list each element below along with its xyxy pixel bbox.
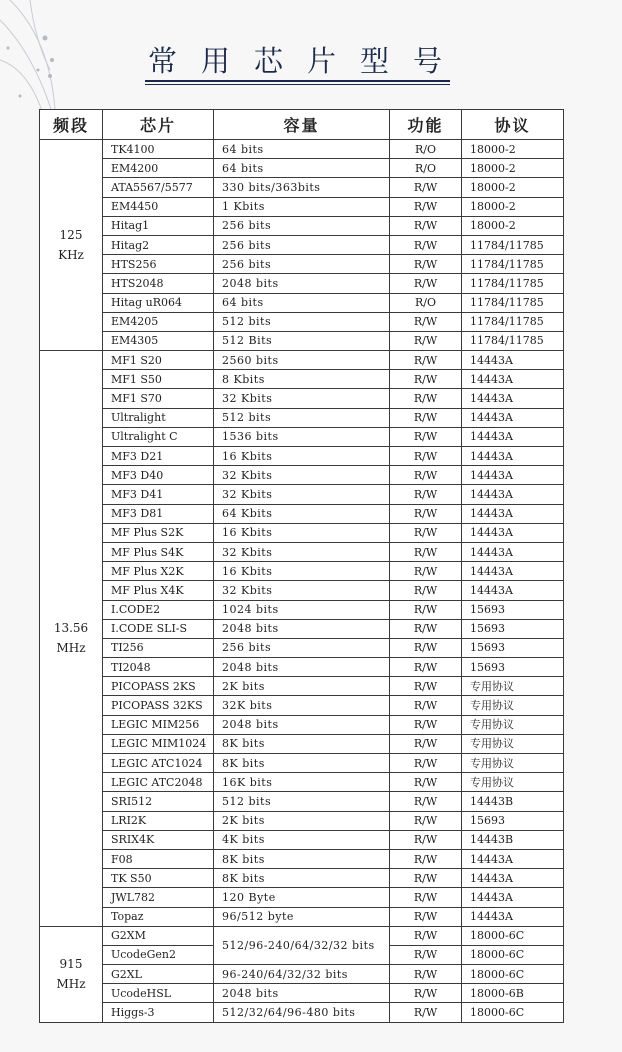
table-row bbox=[40, 140, 564, 159]
chip-cell: EM4450 bbox=[103, 197, 214, 216]
chip-cell: MF Plus X4K bbox=[103, 581, 214, 600]
table-row bbox=[40, 619, 564, 638]
protocol-cell: 14443A bbox=[462, 447, 564, 466]
table-row bbox=[40, 869, 564, 888]
chip-cell: Hitag1 bbox=[103, 216, 214, 235]
protocol-cell: 14443A bbox=[462, 466, 564, 485]
function-cell: R/W bbox=[390, 312, 462, 331]
protocol-cell: 18000-2 bbox=[462, 216, 564, 235]
chip-cell: Ultralight bbox=[103, 408, 214, 427]
protocol-cell: 专用协议 bbox=[462, 734, 564, 753]
table-row bbox=[40, 255, 564, 274]
band-unit: KHz bbox=[58, 248, 84, 263]
chip-cell: Ultralight C bbox=[103, 427, 214, 446]
table-row bbox=[40, 389, 564, 408]
function-cell: R/W bbox=[390, 447, 462, 466]
table-body bbox=[40, 140, 564, 1023]
protocol-cell: 15693 bbox=[462, 619, 564, 638]
protocol-cell: 14443A bbox=[462, 408, 564, 427]
protocol-cell: 14443A bbox=[462, 907, 564, 926]
chip-cell: JWL782 bbox=[103, 888, 214, 907]
function-cell: R/W bbox=[390, 485, 462, 504]
capacity-cell: 16 Kbits bbox=[214, 523, 390, 542]
protocol-cell: 14443A bbox=[462, 562, 564, 581]
table-row bbox=[40, 734, 564, 753]
chip-cell: MF1 S20 bbox=[103, 351, 214, 370]
table-row bbox=[40, 715, 564, 734]
protocol-cell: 15693 bbox=[462, 600, 564, 619]
function-cell: R/W bbox=[390, 965, 462, 984]
function-cell: R/W bbox=[390, 792, 462, 811]
chip-cell: Hitag uR064 bbox=[103, 293, 214, 312]
capacity-cell: 120 Byte bbox=[214, 888, 390, 907]
table-row bbox=[40, 888, 564, 907]
page-title: 常用芯片型号 bbox=[148, 44, 467, 78]
function-cell: R/W bbox=[390, 216, 462, 235]
capacity-cell: 32K bits bbox=[214, 696, 390, 715]
table-row bbox=[40, 1003, 564, 1022]
capacity-cell: 8K bits bbox=[214, 869, 390, 888]
chip-table bbox=[39, 109, 564, 1023]
protocol-cell: 18000-2 bbox=[462, 197, 564, 216]
table-row bbox=[40, 965, 564, 984]
function-cell: R/W bbox=[390, 523, 462, 542]
function-cell: R/W bbox=[390, 351, 462, 370]
protocol-cell: 11784/11785 bbox=[462, 312, 564, 331]
function-cell: R/W bbox=[390, 869, 462, 888]
capacity-cell: 16 Kbits bbox=[214, 562, 390, 581]
header-capacity: 容量 bbox=[214, 110, 390, 140]
chip-cell: LRI2K bbox=[103, 811, 214, 830]
capacity-cell: 64 bits bbox=[214, 159, 390, 178]
function-cell: R/W bbox=[390, 1003, 462, 1022]
function-cell: R/W bbox=[390, 370, 462, 389]
band-value: 915 bbox=[59, 957, 83, 972]
chip-cell: EM4200 bbox=[103, 159, 214, 178]
table-row bbox=[40, 677, 564, 696]
function-cell: R/W bbox=[390, 466, 462, 485]
table-row bbox=[40, 907, 564, 926]
chip-cell: HTS2048 bbox=[103, 274, 214, 293]
protocol-cell: 15693 bbox=[462, 811, 564, 830]
chip-cell: Hitag2 bbox=[103, 235, 214, 254]
function-cell: R/O bbox=[390, 159, 462, 178]
chip-cell: TK4100 bbox=[103, 140, 214, 159]
capacity-cell: 1024 bits bbox=[214, 600, 390, 619]
table-row bbox=[40, 178, 564, 197]
function-cell: R/O bbox=[390, 140, 462, 159]
capacity-cell: 512 bits bbox=[214, 312, 390, 331]
capacity-cell: 32 Kbits bbox=[214, 389, 390, 408]
chip-cell: I.CODE2 bbox=[103, 600, 214, 619]
table-row bbox=[40, 159, 564, 178]
capacity-cell: 32 Kbits bbox=[214, 466, 390, 485]
capacity-cell: 512 bits bbox=[214, 408, 390, 427]
capacity-cell: 64 bits bbox=[214, 140, 390, 159]
capacity-cell: 32 Kbits bbox=[214, 485, 390, 504]
function-cell: R/W bbox=[390, 677, 462, 696]
function-cell: R/W bbox=[390, 600, 462, 619]
table-row bbox=[40, 197, 564, 216]
protocol-cell: 14443A bbox=[462, 485, 564, 504]
protocol-cell: 18000-6C bbox=[462, 965, 564, 984]
protocol-cell: 14443A bbox=[462, 542, 564, 561]
table-row bbox=[40, 773, 564, 792]
protocol-cell: 14443A bbox=[462, 581, 564, 600]
function-cell: R/W bbox=[390, 926, 462, 945]
capacity-cell: 2560 bits bbox=[214, 351, 390, 370]
capacity-cell: 16 Kbits bbox=[214, 447, 390, 466]
table-row bbox=[40, 984, 564, 1003]
function-cell: R/W bbox=[390, 427, 462, 446]
chip-cell: LEGIC ATC2048 bbox=[103, 773, 214, 792]
protocol-cell: 专用协议 bbox=[462, 773, 564, 792]
function-cell: R/W bbox=[390, 274, 462, 293]
table-row bbox=[40, 466, 564, 485]
capacity-cell: 32 Kbits bbox=[214, 581, 390, 600]
protocol-cell: 14443A bbox=[462, 370, 564, 389]
function-cell: R/O bbox=[390, 293, 462, 312]
chip-cell: UcodeGen2 bbox=[103, 945, 214, 964]
chip-cell: PICOPASS 32KS bbox=[103, 696, 214, 715]
function-cell: R/W bbox=[390, 734, 462, 753]
chip-cell: MF3 D21 bbox=[103, 447, 214, 466]
protocol-cell: 14443B bbox=[462, 830, 564, 849]
protocol-cell: 14443A bbox=[462, 888, 564, 907]
chip-cell: HTS256 bbox=[103, 255, 214, 274]
protocol-cell: 14443A bbox=[462, 504, 564, 523]
protocol-cell: 14443A bbox=[462, 869, 564, 888]
capacity-cell: 1 Kbits bbox=[214, 197, 390, 216]
table-row bbox=[40, 926, 564, 945]
function-cell: R/W bbox=[390, 984, 462, 1003]
chip-cell: MF Plus S4K bbox=[103, 542, 214, 561]
capacity-cell: 8 Kbits bbox=[214, 370, 390, 389]
protocol-cell: 14443B bbox=[462, 792, 564, 811]
capacity-cell: 96-240/64/32/32 bits bbox=[214, 965, 390, 984]
title-underline bbox=[145, 80, 450, 82]
function-cell: R/W bbox=[390, 696, 462, 715]
table-row bbox=[40, 811, 564, 830]
function-cell: R/W bbox=[390, 907, 462, 926]
header-band: 频段 bbox=[40, 110, 103, 140]
table-row bbox=[40, 216, 564, 235]
capacity-cell: 256 bits bbox=[214, 235, 390, 254]
chip-cell: Topaz bbox=[103, 907, 214, 926]
capacity-cell: 2048 bits bbox=[214, 274, 390, 293]
capacity-cell: 8K bits bbox=[214, 734, 390, 753]
protocol-cell: 18000-6C bbox=[462, 1003, 564, 1022]
capacity-cell: 512/96-240/64/32/32 bits bbox=[214, 926, 390, 964]
protocol-cell: 18000-6C bbox=[462, 945, 564, 964]
table-row bbox=[40, 485, 564, 504]
band-value: 125 bbox=[59, 228, 83, 243]
table-row bbox=[40, 504, 564, 523]
table-header-row bbox=[40, 110, 564, 140]
table-row bbox=[40, 638, 564, 657]
chip-cell: MF Plus S2K bbox=[103, 523, 214, 542]
protocol-cell: 11784/11785 bbox=[462, 293, 564, 312]
capacity-cell: 256 bits bbox=[214, 255, 390, 274]
capacity-cell: 2K bits bbox=[214, 677, 390, 696]
table-row bbox=[40, 754, 564, 773]
chip-cell: EM4205 bbox=[103, 312, 214, 331]
capacity-cell: 4K bits bbox=[214, 830, 390, 849]
function-cell: R/W bbox=[390, 638, 462, 657]
chip-cell: LEGIC MIM1024 bbox=[103, 734, 214, 753]
protocol-cell: 18000-6B bbox=[462, 984, 564, 1003]
function-cell: R/W bbox=[390, 504, 462, 523]
capacity-cell: 64 bits bbox=[214, 293, 390, 312]
band-cell bbox=[40, 351, 103, 927]
chip-cell: G2XM bbox=[103, 926, 214, 945]
table-row bbox=[40, 312, 564, 331]
function-cell: R/W bbox=[390, 562, 462, 581]
band-value: 13.56 bbox=[53, 621, 89, 636]
chip-cell: MF3 D40 bbox=[103, 466, 214, 485]
function-cell: R/W bbox=[390, 542, 462, 561]
chip-cell: MF3 D41 bbox=[103, 485, 214, 504]
table-row bbox=[40, 696, 564, 715]
chip-cell: EM4305 bbox=[103, 331, 214, 350]
chip-cell: ATA5567/5577 bbox=[103, 178, 214, 197]
table-row bbox=[40, 792, 564, 811]
table-row bbox=[40, 408, 564, 427]
table-row bbox=[40, 830, 564, 849]
table-row bbox=[40, 581, 564, 600]
protocol-cell: 14443A bbox=[462, 351, 564, 370]
capacity-cell: 256 bits bbox=[214, 638, 390, 657]
protocol-cell: 14443A bbox=[462, 523, 564, 542]
band-cell bbox=[40, 140, 103, 351]
function-cell: R/W bbox=[390, 715, 462, 734]
table-row bbox=[40, 235, 564, 254]
capacity-cell: 64 Kbits bbox=[214, 504, 390, 523]
capacity-cell: 2048 bits bbox=[214, 715, 390, 734]
chip-cell: F08 bbox=[103, 849, 214, 868]
function-cell: R/W bbox=[390, 197, 462, 216]
protocol-cell: 11784/11785 bbox=[462, 274, 564, 293]
capacity-cell: 8K bits bbox=[214, 754, 390, 773]
protocol-cell: 14443A bbox=[462, 389, 564, 408]
protocol-cell: 14443A bbox=[462, 427, 564, 446]
chip-cell: UcodeHSL bbox=[103, 984, 214, 1003]
band-unit: MHz bbox=[56, 977, 86, 992]
function-cell: R/W bbox=[390, 811, 462, 830]
protocol-cell: 18000-2 bbox=[462, 159, 564, 178]
table-row bbox=[40, 370, 564, 389]
protocol-cell: 专用协议 bbox=[462, 696, 564, 715]
protocol-cell: 专用协议 bbox=[462, 715, 564, 734]
capacity-cell: 8K bits bbox=[214, 849, 390, 868]
chip-cell: Higgs-3 bbox=[103, 1003, 214, 1022]
capacity-cell: 1536 bits bbox=[214, 427, 390, 446]
band-cell bbox=[40, 926, 103, 1022]
table-row bbox=[40, 427, 564, 446]
capacity-cell: 512/32/64/96-480 bits bbox=[214, 1003, 390, 1022]
header-protocol: 协议 bbox=[462, 110, 564, 140]
protocol-cell: 15693 bbox=[462, 658, 564, 677]
chip-cell: G2XL bbox=[103, 965, 214, 984]
function-cell: R/W bbox=[390, 389, 462, 408]
title-underline-thin bbox=[145, 84, 450, 85]
protocol-cell: 11784/11785 bbox=[462, 255, 564, 274]
function-cell: R/W bbox=[390, 754, 462, 773]
capacity-cell: 512 Bits bbox=[214, 331, 390, 350]
protocol-cell: 18000-2 bbox=[462, 178, 564, 197]
table-row bbox=[40, 447, 564, 466]
function-cell: R/W bbox=[390, 619, 462, 638]
chip-cell: MF1 S50 bbox=[103, 370, 214, 389]
capacity-cell: 32 Kbits bbox=[214, 542, 390, 561]
table-row bbox=[40, 849, 564, 868]
function-cell: R/W bbox=[390, 581, 462, 600]
table-row bbox=[40, 351, 564, 370]
capacity-cell: 2048 bits bbox=[214, 619, 390, 638]
protocol-cell: 18000-2 bbox=[462, 140, 564, 159]
function-cell: R/W bbox=[390, 945, 462, 964]
protocol-cell: 专用协议 bbox=[462, 754, 564, 773]
chip-cell: TK S50 bbox=[103, 869, 214, 888]
protocol-cell: 11784/11785 bbox=[462, 331, 564, 350]
chip-cell: SRIX4K bbox=[103, 830, 214, 849]
chip-cell: TI256 bbox=[103, 638, 214, 657]
function-cell: R/W bbox=[390, 331, 462, 350]
chip-cell: MF Plus X2K bbox=[103, 562, 214, 581]
chip-cell: I.CODE SLI-S bbox=[103, 619, 214, 638]
function-cell: R/W bbox=[390, 830, 462, 849]
table-row bbox=[40, 600, 564, 619]
table-row bbox=[40, 293, 564, 312]
capacity-cell: 2048 bits bbox=[214, 658, 390, 677]
capacity-cell: 330 bits/363bits bbox=[214, 178, 390, 197]
capacity-cell: 512 bits bbox=[214, 792, 390, 811]
table-row bbox=[40, 658, 564, 677]
protocol-cell: 14443A bbox=[462, 849, 564, 868]
function-cell: R/W bbox=[390, 888, 462, 907]
table-row bbox=[40, 523, 564, 542]
function-cell: R/W bbox=[390, 178, 462, 197]
chip-cell: LEGIC MIM256 bbox=[103, 715, 214, 734]
header-chip: 芯片 bbox=[103, 110, 214, 140]
capacity-cell: 2K bits bbox=[214, 811, 390, 830]
function-cell: R/W bbox=[390, 849, 462, 868]
function-cell: R/W bbox=[390, 408, 462, 427]
function-cell: R/W bbox=[390, 255, 462, 274]
table-row bbox=[40, 562, 564, 581]
chip-cell: MF3 D81 bbox=[103, 504, 214, 523]
capacity-cell: 256 bits bbox=[214, 216, 390, 235]
chip-cell: LEGIC ATC1024 bbox=[103, 754, 214, 773]
table-row bbox=[40, 274, 564, 293]
table-row bbox=[40, 331, 564, 350]
protocol-cell: 15693 bbox=[462, 638, 564, 657]
chip-cell: SRI512 bbox=[103, 792, 214, 811]
function-cell: R/W bbox=[390, 658, 462, 677]
protocol-cell: 18000-6C bbox=[462, 926, 564, 945]
function-cell: R/W bbox=[390, 773, 462, 792]
chip-cell: MF1 S70 bbox=[103, 389, 214, 408]
capacity-cell: 16K bits bbox=[214, 773, 390, 792]
capacity-cell: 2048 bits bbox=[214, 984, 390, 1003]
table-row bbox=[40, 542, 564, 561]
header-function: 功能 bbox=[390, 110, 462, 140]
protocol-cell: 11784/11785 bbox=[462, 235, 564, 254]
protocol-cell: 专用协议 bbox=[462, 677, 564, 696]
capacity-cell: 96/512 byte bbox=[214, 907, 390, 926]
band-unit: MHz bbox=[56, 641, 86, 656]
chip-cell: TI2048 bbox=[103, 658, 214, 677]
chip-cell: PICOPASS 2KS bbox=[103, 677, 214, 696]
function-cell: R/W bbox=[390, 235, 462, 254]
